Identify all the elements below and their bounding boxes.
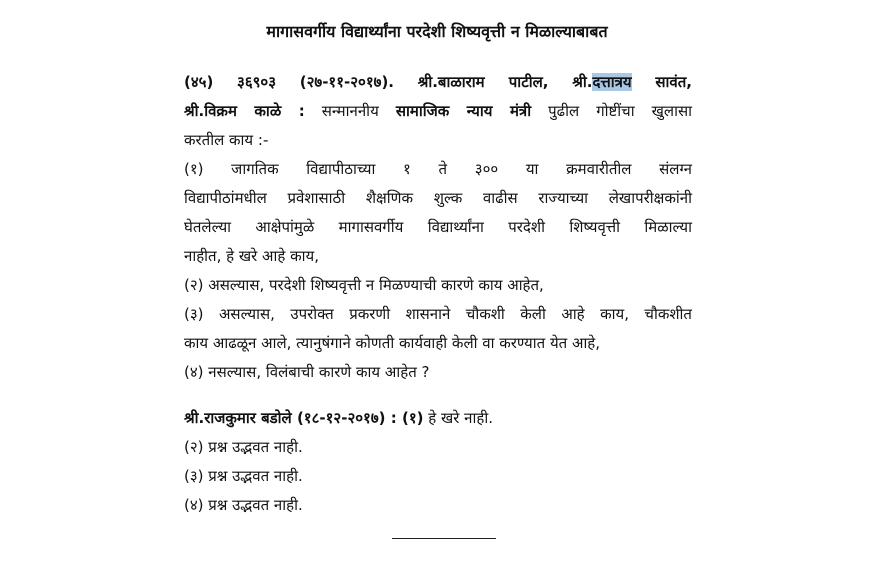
- intro-pre: सन्माननीय: [321, 102, 379, 120]
- answer-2: (२) प्रश्न उद्भवत नाही.: [184, 438, 303, 456]
- member-name-2-prefix: श्री.: [572, 73, 593, 91]
- question-2: (२) असल्यास, परदेशी शिष्यवृत्ती न मिळण्याची कारणे काय आहेत,: [184, 276, 544, 294]
- member-name-1: श्री.बाळाराम पाटील,: [417, 73, 549, 91]
- answer-4: (४) प्रश्न उद्भवत नाही.: [184, 496, 303, 514]
- question-1-line-3: घेतलेल्या आक्षेपांमुळे मागासवर्गीय विद्यार्थ्यांना परदेशी शिष्यवृत्ती मिळाल्या: [184, 218, 692, 236]
- member-name-2-suffix: सावंत,: [655, 73, 692, 91]
- question-header-line: [184, 68, 692, 97]
- member-name-2[interactable]: [572, 73, 631, 91]
- question-intro-line: [184, 97, 692, 126]
- answer-block: [184, 404, 692, 520]
- question-block: [184, 68, 692, 387]
- answer-line-1: [184, 404, 692, 433]
- question-1-line-1: (१) जागतिक विद्यापीठाच्या १ ते ३०० या क्रमवारीतील संलग्न: [184, 160, 692, 178]
- answer-1: हे खरे नाही.: [428, 409, 494, 427]
- question-id: ३६९०३: [237, 73, 277, 91]
- answer-by: श्री.राजकुमार बडोले (१८-१२-२०१७) : (१): [184, 409, 424, 427]
- separator-line: [392, 538, 496, 539]
- intro-post: पुढील गोष्टींचा खुलासा: [548, 102, 692, 120]
- question-number: (४५): [184, 73, 214, 91]
- minister-name: सामाजिक न्याय मंत्री: [395, 102, 532, 120]
- answer-3: (३) प्रश्न उद्भवत नाही.: [184, 467, 303, 485]
- question-3-line-2: काय आढळून आले, त्यानुषंगाने कोणती कार्यवाही केली वा करण्यात येत आहे,: [184, 334, 601, 352]
- question-3-line-1: (३) असल्यास, उपरोक्त प्रकरणी शासनाने चौकशी केली आहे काय, चौकशीत: [184, 305, 692, 323]
- question-1-line-2: विद्यापीठांमधील प्रवेशासाठी शैक्षणिक शुल्क वाढीस राज्याच्या लेखापरीक्षकांनी: [184, 189, 692, 207]
- question-4: (४) नसल्यास, विलंबाची कारणे काय आहेत ?: [184, 363, 430, 381]
- member-name-3: श्री.विक्रम काळे :: [184, 102, 305, 120]
- question-date: (२७-११-२०१७).: [299, 73, 394, 91]
- document-title: मागासवर्गीय विद्यार्थ्यांना परदेशी शिष्यवृत्ती न मिळाल्याबाबत: [266, 22, 608, 41]
- question-intro-end: करतील काय :-: [184, 131, 269, 149]
- question-1-line-4: नाहीत, हे खरे आहे काय,: [184, 247, 319, 265]
- selected-text[interactable]: दत्तात्रय: [592, 73, 632, 91]
